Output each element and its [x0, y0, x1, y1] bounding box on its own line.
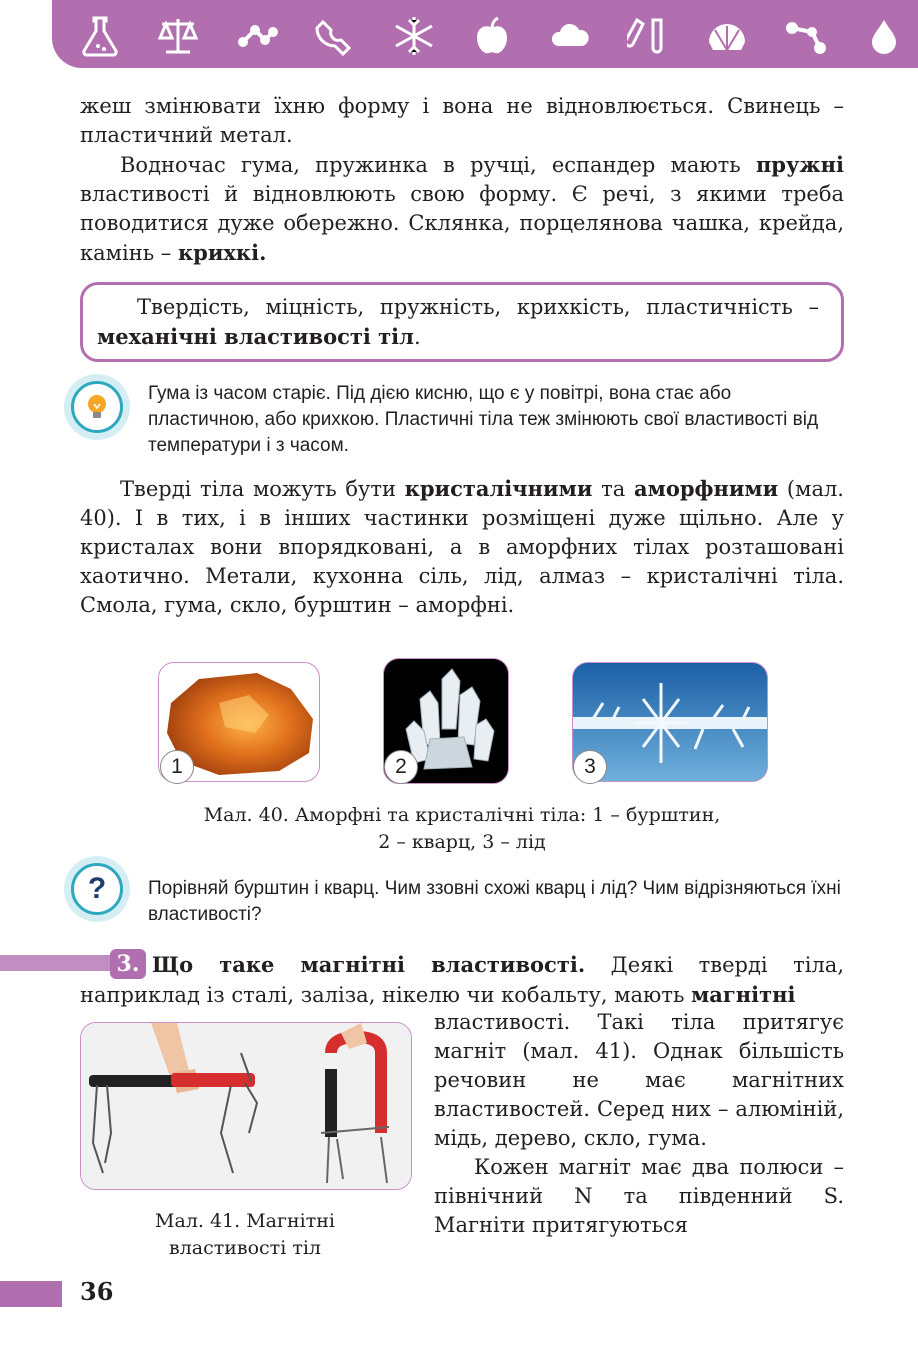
term-mechanical-properties: механічні властивості тіл	[97, 324, 414, 349]
definition-text	[97, 293, 819, 352]
paragraph-text: Деякі тверді тіла, наприклад із сталі, заліза, нікелю чи кобальту, мають	[80, 953, 844, 1007]
paragraph-text: та	[592, 477, 634, 501]
flask-icon	[72, 11, 128, 61]
snowflake-icon	[386, 11, 442, 61]
question-mark: ?	[71, 863, 123, 915]
shell-icon	[699, 11, 755, 61]
molecule-icon	[229, 11, 285, 61]
figure-41-caption	[80, 1208, 410, 1262]
apple-icon	[464, 11, 520, 61]
scales-icon	[150, 11, 206, 61]
paragraph-text: жеш змінювати їхню форму і вона не відновлюється. Свинець – пластичний метал.	[80, 94, 844, 147]
paragraph-text: Водночас гума, пружинка в ручці, еспандер мають	[120, 153, 756, 177]
paragraph-text: властивості. Такі тіла притягує магніт (мал. 41). Однак більшість речовин не має магнітних властивостей. Серед них – алюміній, мідь, дерево, скло, гума.	[434, 1010, 844, 1150]
page-number: 36	[80, 1277, 114, 1306]
figure-40-caption	[80, 802, 844, 856]
term-crystalline: кристалічними	[404, 476, 593, 501]
caption-line: Мал. 41. Магнітні	[155, 1210, 335, 1232]
lightbulb-icon	[64, 374, 130, 440]
caption-line: властивості тіл	[169, 1237, 321, 1259]
definition-box	[80, 282, 844, 362]
paragraph-text: Кожен магніт має два полюси – північний N та південний S. Магніти притягуються	[434, 1155, 844, 1237]
page-number-bar	[0, 1281, 62, 1307]
question-text: Порівняй бурштин і кварц. Чим ззовні схожі кварц і лід? Чим відрізняються їхні властивості?	[148, 878, 841, 925]
section-3-intro	[80, 950, 844, 1010]
figure-badge-1: 1	[160, 750, 194, 784]
term-elastic: пружні	[755, 152, 844, 177]
drop-icon	[856, 11, 912, 61]
caption-line: 2 – кварц, 3 – лід	[378, 831, 546, 853]
term-amorphous: аморфними	[633, 476, 779, 501]
test-tubes-icon	[621, 11, 677, 61]
magnets-photo	[80, 1022, 412, 1190]
paragraph-3	[80, 474, 844, 620]
section-title: Що таке магнітні властивості.	[152, 952, 586, 977]
section-3-right-column	[434, 1008, 844, 1240]
term-brittle: крихкі.	[177, 240, 267, 265]
paragraph-1	[80, 92, 844, 150]
figure-badge-3: 3	[573, 750, 607, 784]
paragraph-text: Тверді тіла можуть бути	[120, 477, 405, 501]
atom-bond-icon	[778, 11, 834, 61]
paragraph-text: (мал. 40). І в тих, і в інших частинки розміщені дуже щільно. Але у кристалах вони впорядковані, а в аморфних тілах розташовані хаотично. Метали, кухонна сіль, лід, алмаз – кристалічні тіла. Смола, гума, скло, бурштин – аморфні.	[80, 477, 844, 617]
caption-line: Мал. 40. Аморфні та кристалічні тіла: 1 – бурштин,	[203, 804, 721, 826]
header-icons	[72, 10, 912, 62]
paragraph-2	[80, 150, 844, 268]
section-number: 3.	[110, 949, 146, 979]
cloud-icon	[542, 11, 598, 61]
question-icon	[64, 856, 130, 922]
definition-part: .	[413, 325, 421, 349]
definition-part: Твердість, міцність, пружність, крихкість, пластичність –	[137, 295, 819, 319]
tip-text: Гума із часом старіє. Під дією кисню, що є у повітрі, вона стає або пластичною, або крихкою. Пластичні тіла теж змінюють свої властивості від температури і з часом.	[148, 383, 819, 456]
paragraph-text: властивості й відновлюють свою форму. Є речі, з якими треба поводитися дуже обережно. Склянка, порцелянова чашка, крейда, камінь –	[80, 182, 844, 265]
term-magnetic: магнітні	[691, 982, 796, 1007]
figure-badge-2: 2	[384, 750, 418, 784]
magnet-icon	[307, 11, 363, 61]
